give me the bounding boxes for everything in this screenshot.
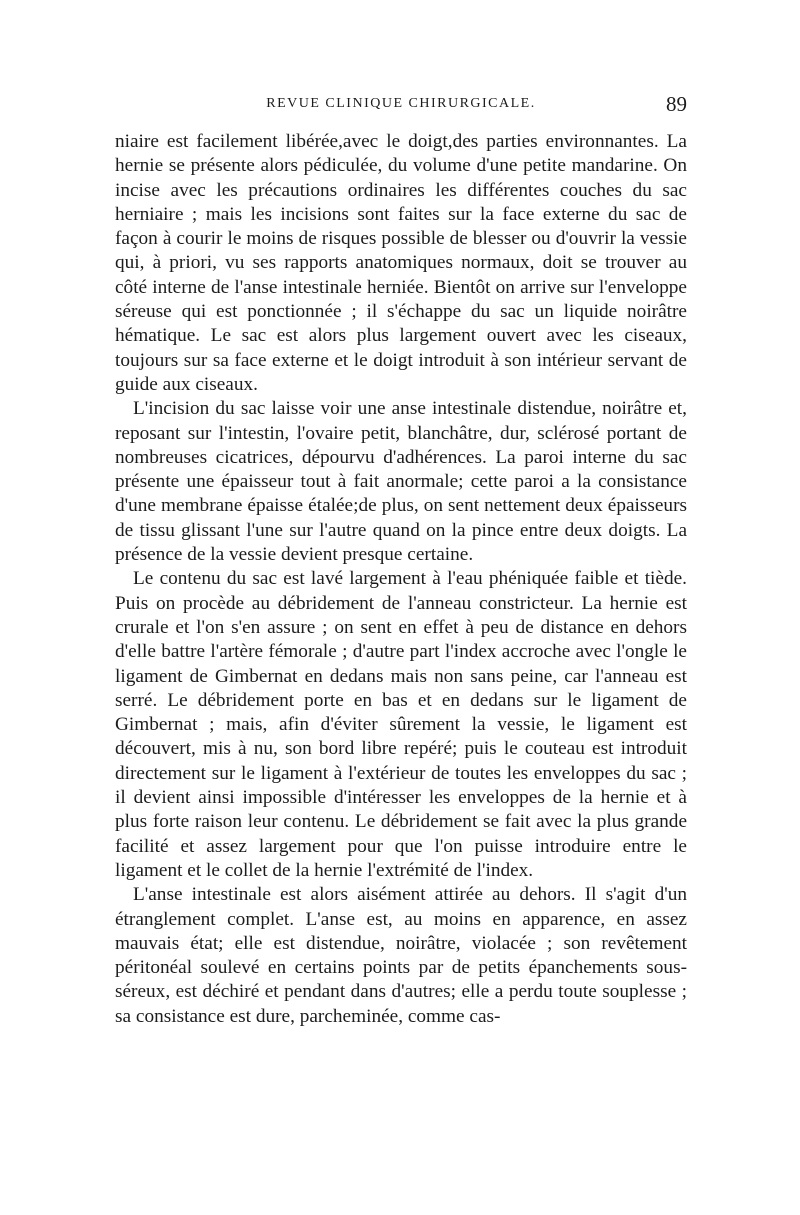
paragraph-2: L'incision du sac laisse voir une anse intestinale distendue, noirâtre et, reposant sur l'intestin, l'ovaire petit, blanchâtre, dur, sclérosé portant de nombreuses cicatrices, dépourvu d'adhérences. La paroi interne du sac présente une épaisseur tout à fait anormale; cette paroi a la consistance d'une membrane épaisse étalée;de plus, on sent nettement deux épaisseurs de tissu glissant l'une sur l'autre quand on la pince entre deux doigts. La présence de la vessie devient presque certaine. [115, 398, 687, 566]
document-page [115, 92, 687, 1152]
paragraph-3: Le contenu du sac est lavé largement à l'eau phéniquée faible et tiède. Puis on procède au débridement de l'anneau constricteur. La hernie est crurale et l'on s'en assure ; on sent en effet à peu de distance en dehors d'elle battre l'artère fémorale ; d'autre part l'index accroche avec l'ongle le ligament de Gimbernat en dedans mais non sans peine, car l'anneau est serré. Le débridement porte en bas et en dedans sur le ligament de Gimbernat ; mais, afin d'éviter sûrement la vessie, le ligament est découvert, mis à nu, son bord libre repéré; puis le couteau est introduit directement sur le ligament à l'extérieur de toutes les enveloppes du sac ; il devient ainsi impossible d'intéresser les enveloppes de la hernie et à plus forte raison leur contenu. Le débridement se fait avec la plus grande facilité et assez largement pour que l'on puisse introduire entre le ligament et le collet de la hernie l'extrémité de l'index. [115, 568, 687, 881]
running-title: REVUE CLINIQUE CHIRURGICALE. [266, 96, 536, 111]
paragraph-4: L'anse intestinale est alors aisément attirée au dehors. Il s'agit d'un étranglement complet. L'anse est, au moins en apparence, en assez mauvais état; elle est distendue, noirâtre, violacée ; son revêtement péritonéal soulevé en certains points par de petits épanchements sous-séreux, est déchiré et pendant dans d'autres; elle a perdu toute souplesse ; sa consistance est dure, parcheminée, comme cas- [115, 884, 687, 1027]
page-number: 89 [666, 92, 687, 116]
paragraph-1: niaire est facilement libérée,avec le doigt,des parties environnantes. La hernie se présente alors pédiculée, du volume d'une petite mandarine. On incise avec les précautions ordinaires les différentes couches du sac herniaire ; mais les incisions sont faites sur la face externe du sac de façon à courir le moins de risques possible de blesser ou d'ouvrir la vessie qui, à priori, vu ses rapports anatomiques normaux, doit se trouver au côté interne de l'anse intestinale herniée. Bientôt on arrive sur l'enveloppe séreuse qui est ponctionnée ; il s'échappe du sac un liquide noirâtre hématique. Le sac est alors plus largement ouvert avec les ciseaux, toujours sur sa face externe et le doigt introduit à son intérieur servant de guide aux ciseaux. [115, 131, 687, 395]
page-header [115, 92, 687, 120]
